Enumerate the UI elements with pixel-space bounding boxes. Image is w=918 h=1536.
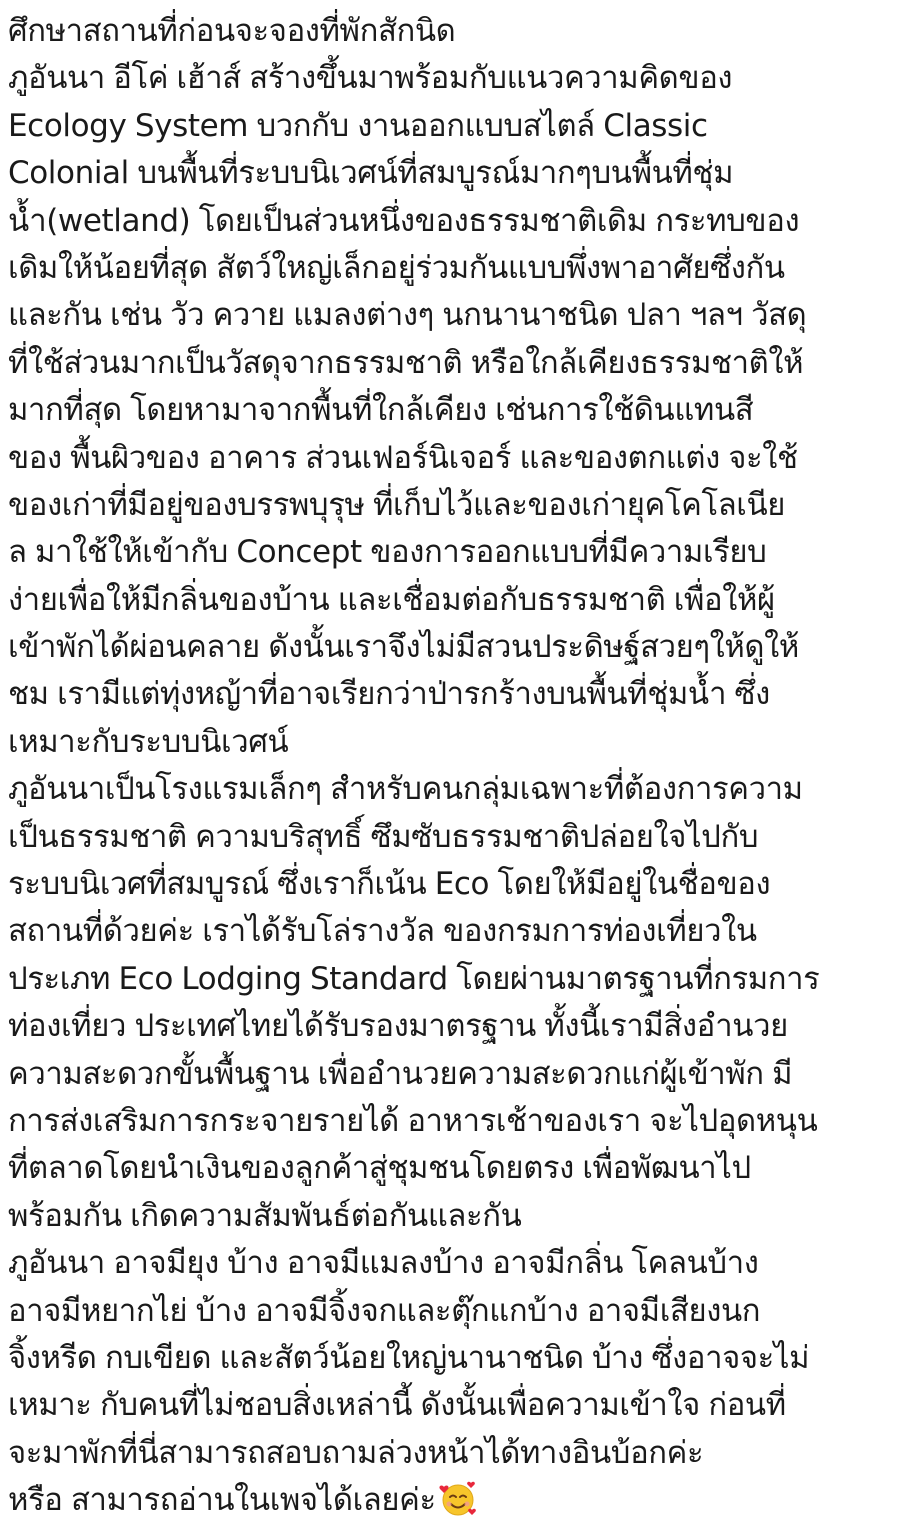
- text-line: และกัน เช่น วัว ควาย แมลงต่างๆ นกนานาชนิด ปลา ฯลฯ วัสดุ: [8, 297, 807, 334]
- text-line: ง่ายเพื่อให้มีกลิ่นของบ้าน และเชื่อมต่อกับธรรมชาติ เพื่อให้ผู้: [8, 581, 775, 618]
- text-line: ของเก่าที่มีอยู่ของบรรพบุรุษ ที่เก็บไว้และของเก่ายุคโคโลเนีย: [8, 486, 786, 523]
- text-line: การส่งเสริมการกระจายรายได้ อาหารเช้าของเรา จะไปอุดหนุน: [8, 1102, 818, 1139]
- text-line: ประเภท Eco Lodging Standard โดยผ่านมาตรฐานที่กรมการ: [8, 960, 820, 997]
- text-line: ระบบนิเวศที่สมบูรณ์ ซึ่งเราก็เน้น Eco โดยให้มีอยู่ในชื่อของ: [8, 866, 771, 903]
- text-line: ภูอันนา อีโค่ เฮ้าส์ สร้างขึ้นมาพร้อมกับแนวความคิดของ: [8, 60, 733, 97]
- text-line: ที่ใช้ส่วนมากเป็นวัสดุจากธรรมชาติ หรือใกล้เคียงธรรมชาติให้: [8, 344, 804, 381]
- text-line: มากที่สุด โดยหามาจากพื้นที่ใกล้เคียง เช่นการใช้ดินแทนสี: [8, 392, 754, 429]
- text-line: ท่องเที่ยว ประเทศไทยได้รับรองมาตรฐาน ทั้งนี้เรามีสิ่งอำนวย: [8, 1008, 788, 1045]
- text-line: ล มาใช้ให้เข้ากับ Concept ของการออกแบบที่มีความเรียบ: [8, 534, 767, 571]
- text-line: Ecology System บวกกับ งานออกแบบสไตล์ Classic: [8, 107, 708, 144]
- text-line: จิ้งหรีด กบเขียด และสัตว์น้อยใหญ่นานาชนิด บ้าง ซึ่งอาจจะไม่: [8, 1339, 810, 1376]
- text-line: อาจมีหยากไย่ บ้าง อาจมีจิ้งจกและตุ๊กแกบ้าง อาจมีเสียงนก: [8, 1292, 761, 1329]
- text-line: สถานที่ด้วยค่ะ เราได้รับโล่รางวัล ของกรมการท่องเที่ยวใน: [8, 913, 757, 950]
- text-line: พร้อมกัน เกิดความสัมพันธ์ต่อกันและกัน: [8, 1197, 522, 1234]
- text-line-content: หรือ สามารถอ่านในเพจได้เลยค่ะ: [8, 1482, 436, 1519]
- text-line: น้ำ(wetland) โดยเป็นส่วนหนึ่งของธรรมชาติเดิม กระทบของ: [8, 202, 800, 239]
- text-line: ความสะดวกขั้นพื้นฐาน เพื่ออำนวยความสะดวกแก่ผู้เข้าพัก มี: [8, 1055, 793, 1092]
- text-line: ภูอันนาเป็นโรงแรมเล็กๆ สำหรับคนกลุ่มเฉพาะที่ต้องการความ: [8, 771, 803, 808]
- text-line: เหมาะ กับคนที่ไม่ชอบสิ่งเหล่านี้ ดังนั้นเพื่อความเข้าใจ ก่อนที่: [8, 1387, 786, 1424]
- text-line: ชม เรามีแต่ทุ่งหญ้าที่อาจเรียกว่าป่ารกร้างบนพื้นที่ชุ่มน้ำ ซึ่ง: [8, 676, 770, 713]
- text-line: ศึกษาสถานที่ก่อนจะจองที่พักสักนิด: [8, 13, 456, 49]
- text-line: Colonial บนพื้นที่ระบบนิเวศน์ที่สมบูรณ์มากๆบนพื้นที่ชุ่ม: [8, 155, 734, 192]
- smiling-face-with-hearts-icon: [438, 1479, 478, 1519]
- text-line: เข้าพักได้ผ่อนคลาย ดังนั้นเราจึงไม่มีสวนประดิษฐ์สวยๆให้ดูให้: [8, 629, 799, 666]
- text-line: เหมาะกับระบบนิเวศน์: [8, 723, 289, 760]
- text-line: จะมาพักที่นี่สามารถสอบถามล่วงหน้าได้ทางอินบ้อกค่ะ: [8, 1434, 704, 1471]
- post-body: [8, 8, 916, 1525]
- text-line: เป็นธรรมชาติ ความบริสุทธิ์ ซึมซับธรรมชาติปล่อยใจไปกับ: [8, 818, 759, 855]
- text-line: ที่ตลาดโดยนำเงินของลูกค้าสู่ชุมชนโดยตรง เพื่อพัฒนาไป: [8, 1150, 751, 1187]
- text-line: ภูอันนา อาจมียุง บ้าง อาจมีแมลงบ้าง อาจมีกลิ่น โคลนบ้าง: [8, 1245, 759, 1282]
- text-line-last: [8, 1477, 916, 1524]
- text-line: ของ พื้นผิวของ อาคาร ส่วนเฟอร์นิเจอร์ และของตกแต่ง จะใช้: [8, 439, 798, 476]
- text-line: เดิมให้น้อยที่สุด สัตว์ใหญ่เล็กอยู่ร่วมกันแบบพึ่งพาอาศัยซึ่งกัน: [8, 249, 785, 286]
